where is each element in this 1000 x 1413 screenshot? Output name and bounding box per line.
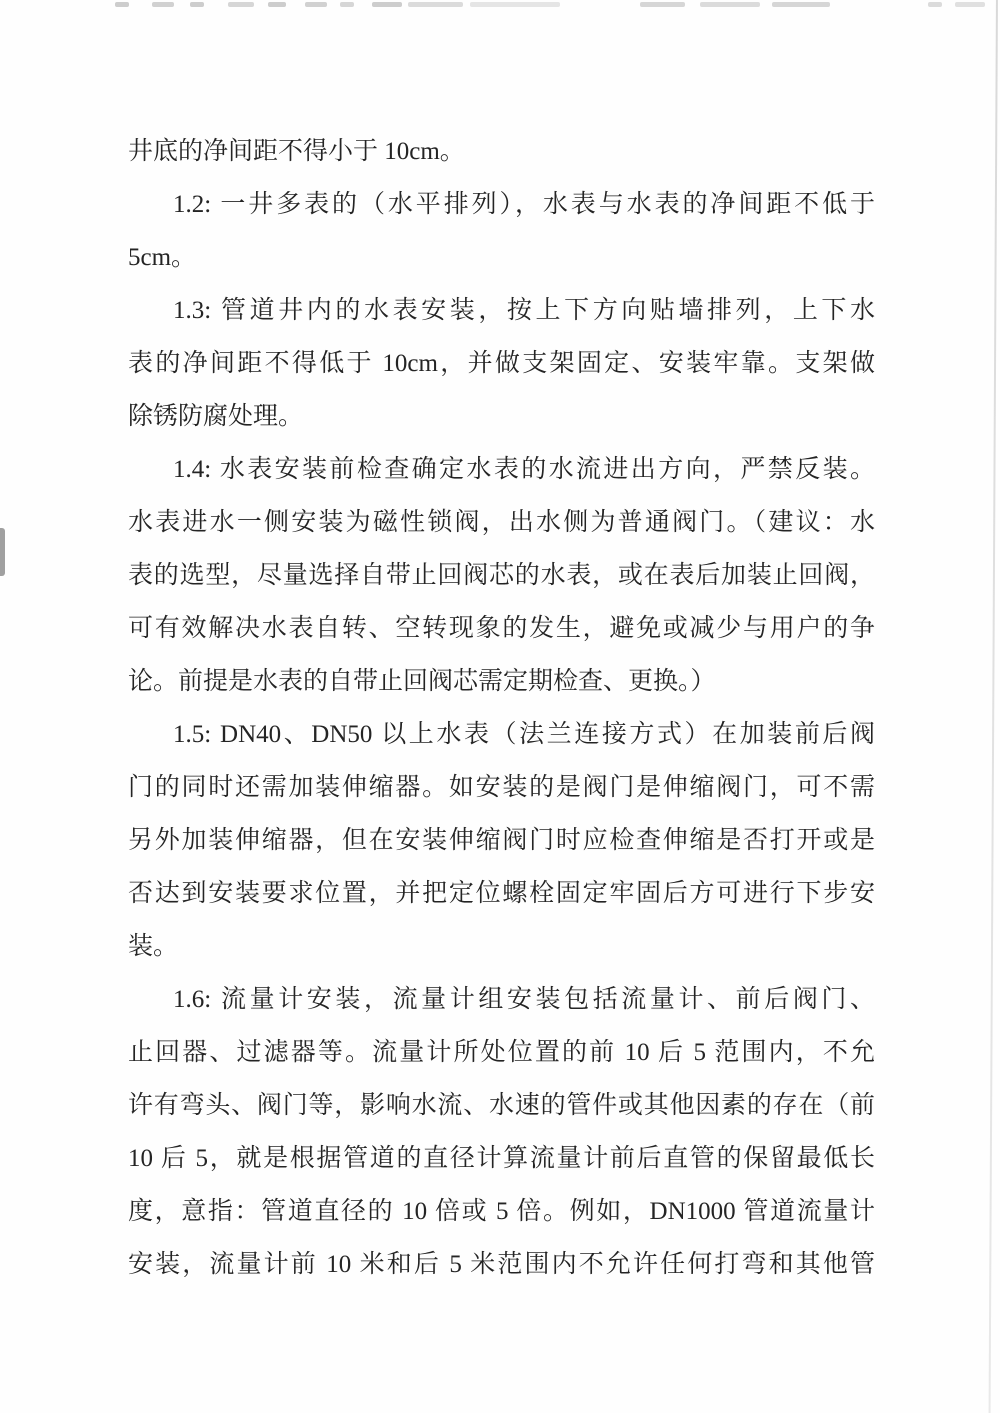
text-line: 除锈防腐处理。 [128,403,304,430]
text-line: 井底的净间距不得小于 10cm。 [128,138,465,165]
text-line: 1.3: 管道井内的水表安装，按上下方向贴墙排列，上下水 [173,297,875,324]
text-line: 论。前提是水表的自带止回阀芯需定期检查、更换。） [128,668,716,695]
text-line: 表的选型，尽量选择自带止回阀芯的水表，或在表后加装止回阀， [128,562,875,589]
document-text [128,125,875,1291]
text-line: 另外加装伸缩器，但在安装伸缩阀门时应检查伸缩是否打开或是 [128,827,875,854]
scan-artifact-left-edge [0,528,5,576]
text-line: 1.4: 水表安装前检查确定水表的水流进出方向，严禁反装。 [173,456,875,483]
scan-artifact-right-edge [988,0,998,1413]
text-line: 度，意指：管道直径的 10 倍或 5 倍。例如，DN1000 管道流量计 [128,1198,875,1225]
text-line: 装。 [128,933,179,960]
text-line: 否达到安装要求位置，并把定位螺栓固定牢固后方可进行下步安 [128,880,875,907]
text-line: 止回器、过滤器等。流量计所处位置的前 10 后 5 范围内，不允 [128,1039,875,1066]
text-line: 1.2: 一井多表的（水平排列），水表与水表的净间距不低于 [173,191,875,218]
text-line: 10 后 5，就是根据管道的直径计算流量计前后直管的保留最低长 [128,1145,875,1172]
text-line: 表的净间距不得低于 10cm，并做支架固定、安装牢靠。支架做 [128,350,875,377]
text-line: 许有弯头、阀门等，影响水流、水速的管件或其他因素的存在（前 [128,1092,875,1119]
text-line: 水表进水一侧安装为磁性锁阀，出水侧为普通阀门。（建议：水 [128,509,875,536]
text-line: 安装，流量计前 10 米和后 5 米范围内不允许任何打弯和其他管 [128,1251,875,1278]
text-line: 可有效解决水表自转、空转现象的发生，避免或减少与用户的争 [128,615,875,642]
text-line: 1.5: DN40、DN50 以上水表（法兰连接方式）在加装前后阀 [173,721,875,748]
text-line: 5cm。 [128,244,197,271]
text-line: 1.6: 流量计安装，流量计组安装包括流量计、前后阀门、 [173,986,875,1013]
text-line: 门的同时还需加装伸缩器。如安装的是阀门是伸缩阀门，可不需 [128,774,875,801]
